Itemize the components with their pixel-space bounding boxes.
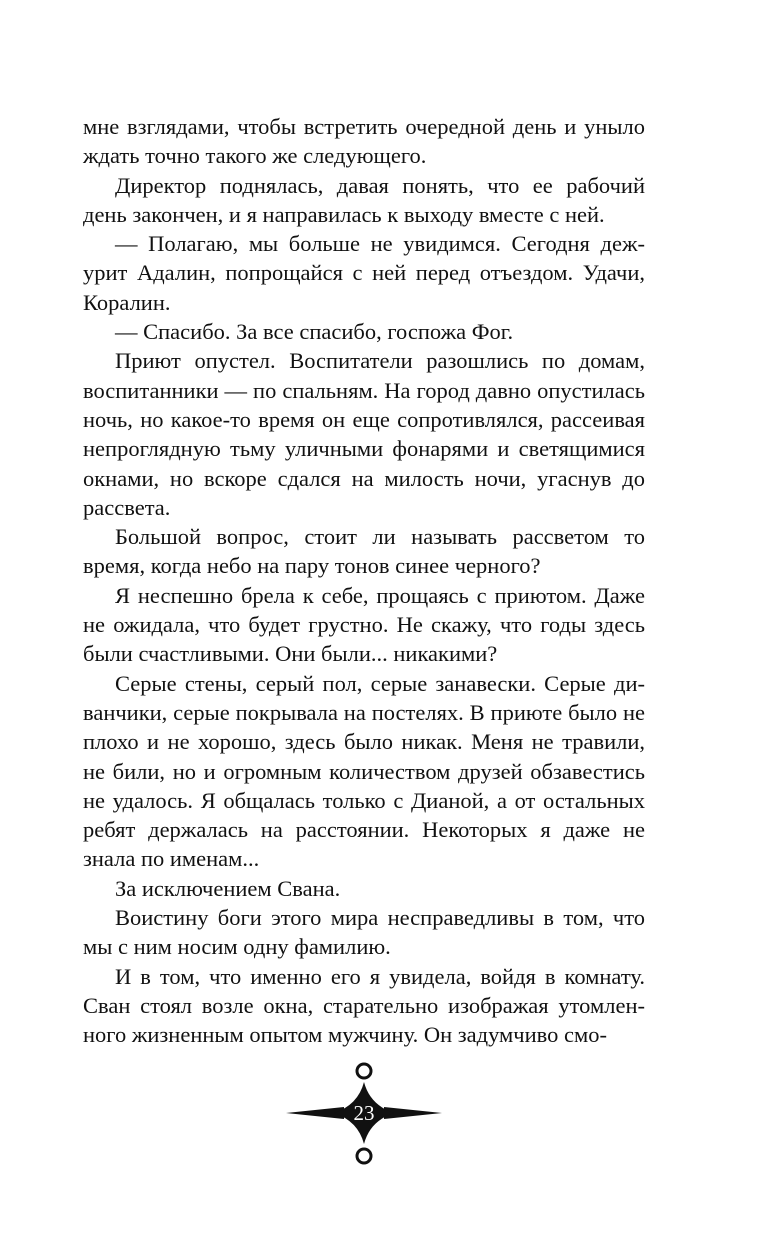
paragraph-8: Серые стены, серый пол, серые занавески. Серые диванчики, серые покрывала на постелях. В приюте было не плохо и не хорошо, здесь было никак. Меня не травили, не били, но и огромным количеством друзей обзавестись не удалось. Я общалась только с Дианой, а от остальных ребят держалась на расстоянии. Некоторых я даже не знала по именам... — [83, 670, 645, 872]
paragraph-10: Воистину боги этого мира несправедливы в том, что мы с ним носим одну фамилию. — [83, 905, 645, 960]
page-footer-ornament — [284, 1060, 444, 1170]
paragraph-4: — Спасибо. За все спасибо, госпожа Фог. — [115, 319, 514, 345]
page-number: 23 — [353, 1101, 375, 1125]
paragraph-1: мне взглядами, чтобы встретить очередной день и уныло ждать точно такого же следующего. — [83, 114, 645, 169]
star-ornament-icon — [284, 1060, 444, 1170]
paragraph-3: — Полагаю, мы больше не увидимся. Сегодня дежурит Адалин, попрощайся с ней перед отъездом. Удачи, Коралин. — [83, 231, 645, 315]
ornament-bottom-ring — [357, 1149, 371, 1163]
paragraph-2: Директор поднялась, давая понять, что ее рабочий день закончен, и я направилась к выходу вместе с ней. — [83, 172, 645, 227]
paragraph-7: Я неспешно брела к себе, прощаясь с приютом. Даже не ожидала, что будет грустно. Не скажу, что годы здесь были счастливыми. Они были... никакими? — [83, 582, 645, 667]
paragraph-9: За исключением Свана. — [115, 875, 341, 901]
page-text — [83, 112, 645, 1050]
paragraph-11: И в том, что именно его я увидела, войдя в комнату. Сван стоял возле окна, старательно изображая утомленного жизненным опытом мужчину. Он задумчиво смо- — [83, 963, 645, 1048]
paragraph-6: Большой вопрос, стоит ли называть рассветом то время, когда небо на пару тонов синее черного? — [83, 524, 645, 579]
paragraph-5: Приют опустел. Воспитатели разошлись по домам, воспитанники — по спальням. На город давно опустилась ночь, но какое-то время он еще сопротивлялся, рассеивая непроглядную тьму уличными фонарями и светящимися окнами, но вскоре сдался на милость ночи, угаснув до рассвета. — [83, 348, 645, 520]
ornament-top-ring — [357, 1064, 371, 1078]
